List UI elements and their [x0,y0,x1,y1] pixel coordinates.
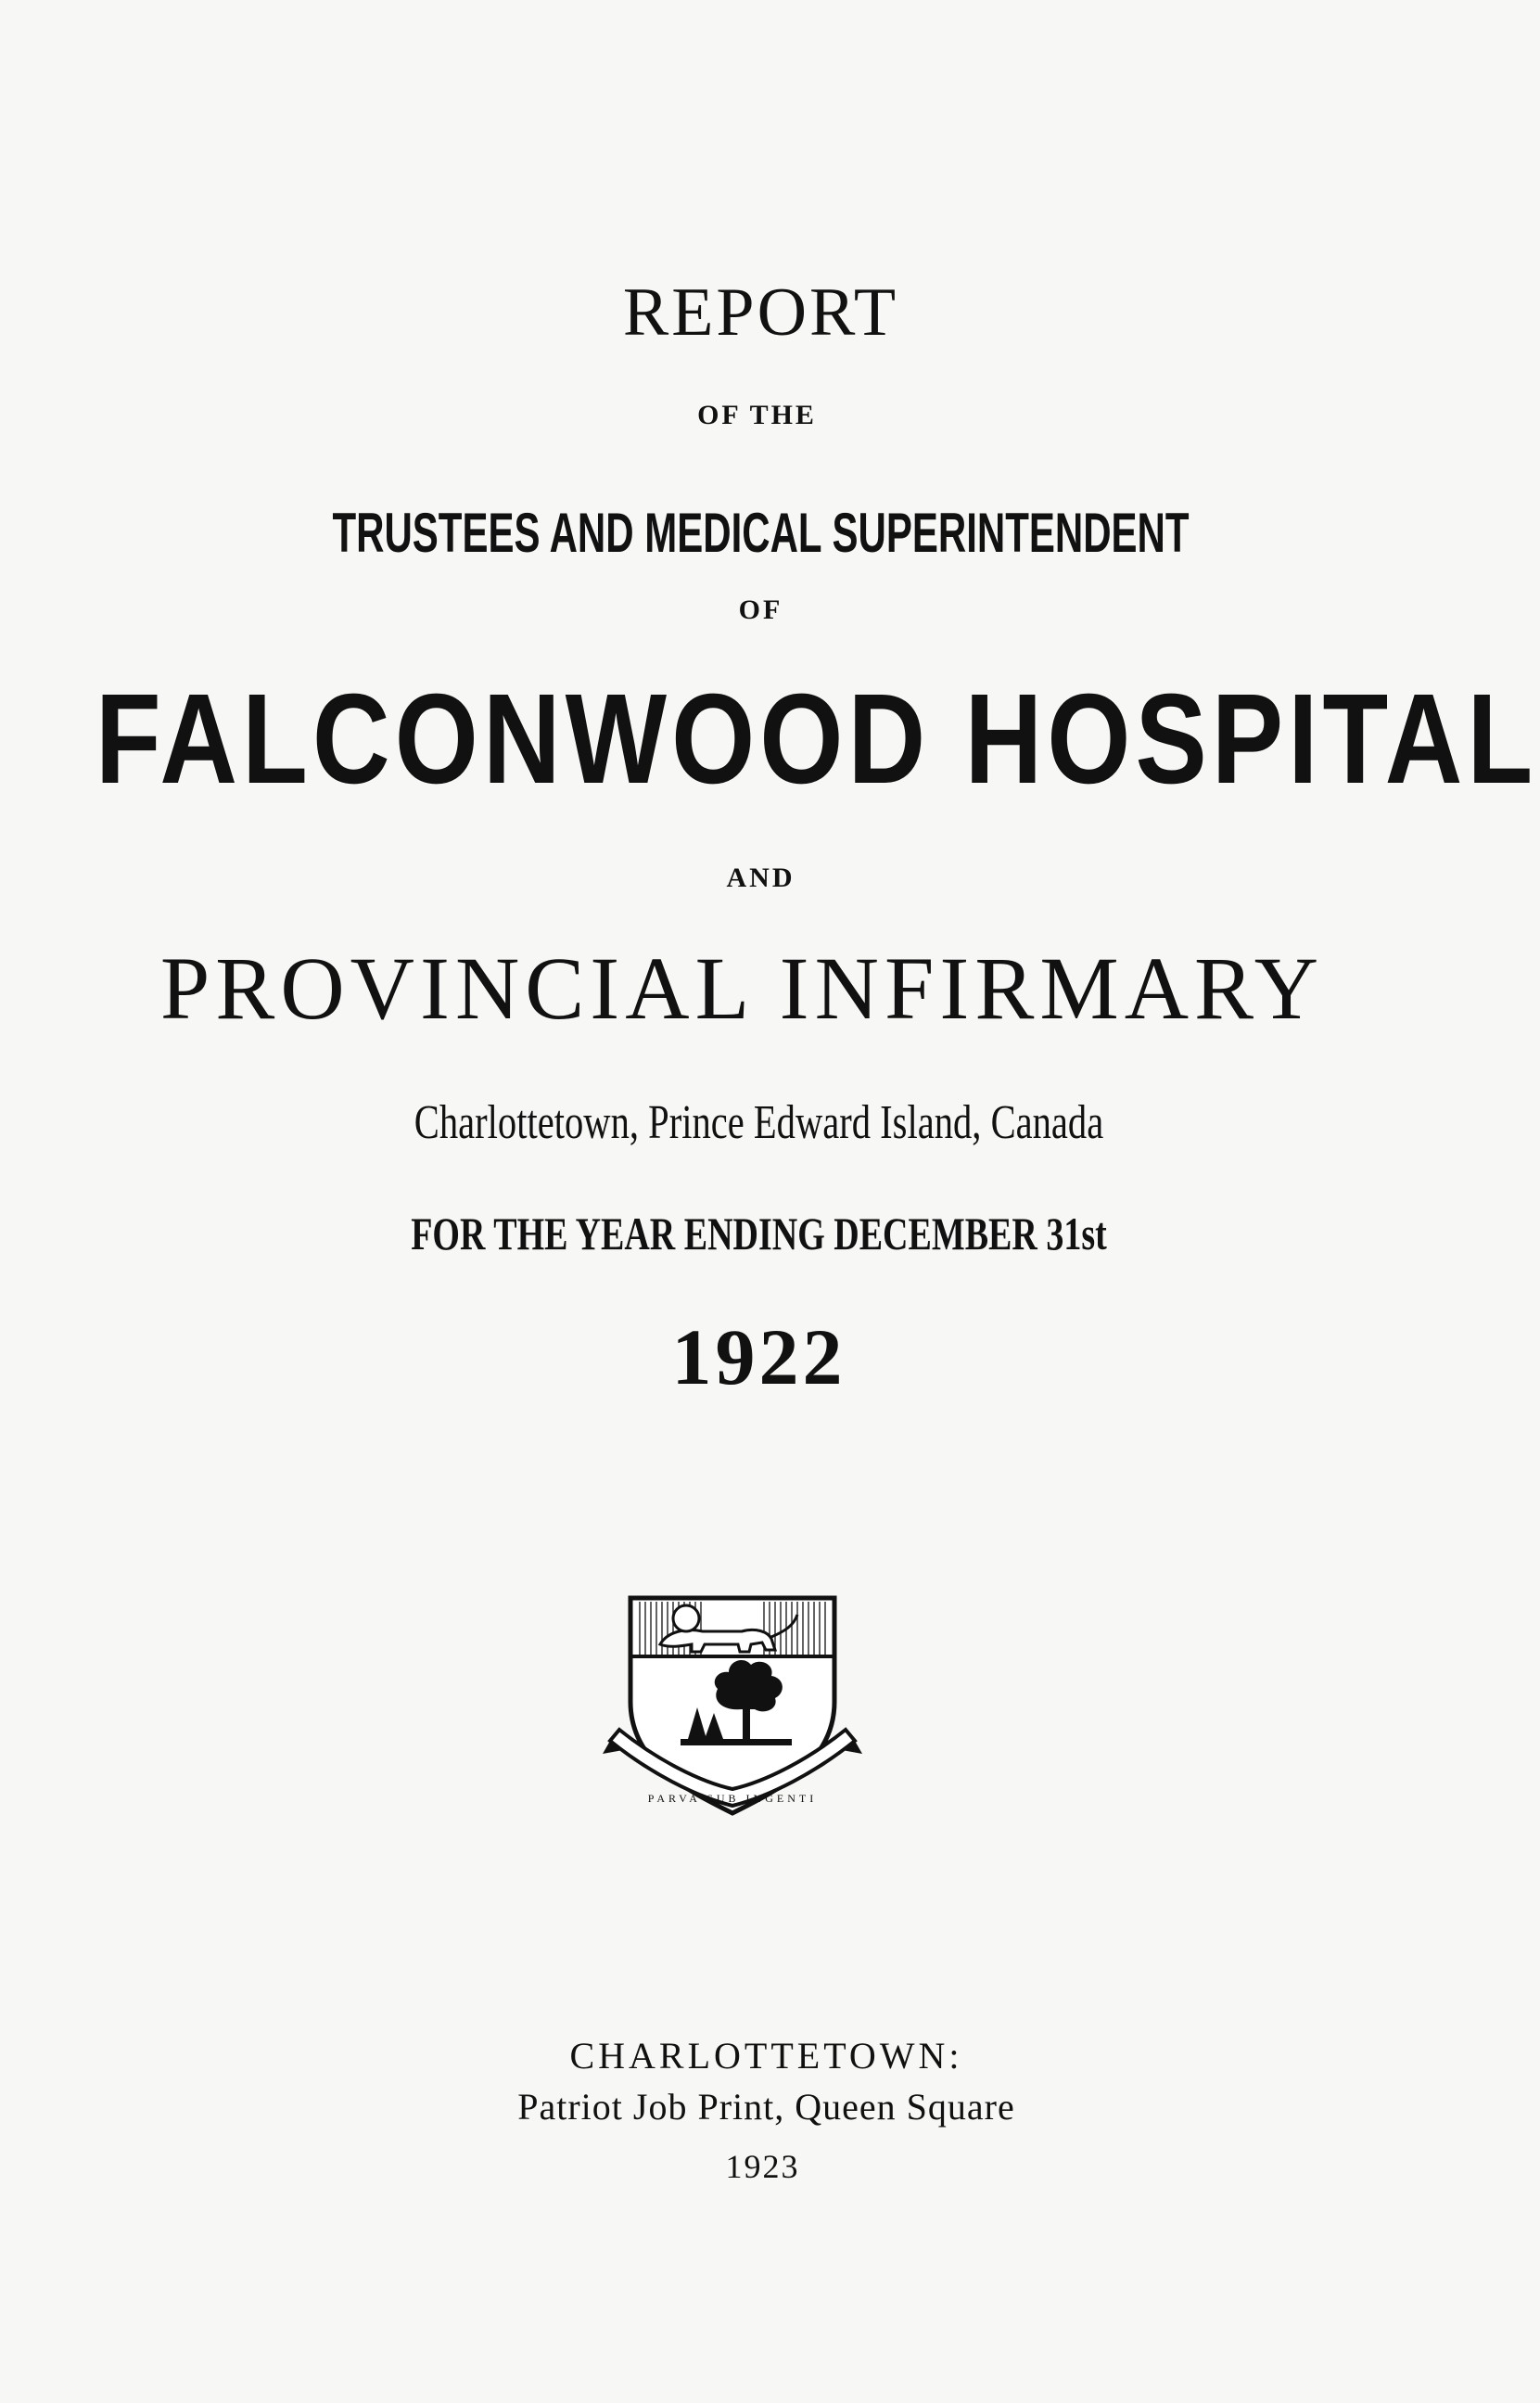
year-ending-text: FOR THE YEAR ENDING DECEMBER 31st [411,1208,1107,1259]
imprint-year: 1923 [725,2148,800,2185]
of-the-text: OF THE [697,400,817,430]
hospital-name-title: FALCONWOOD HOSPITAL [95,668,1538,811]
report-year: 1922 [671,1312,846,1401]
coat-of-arms-seal [603,1591,862,1850]
imprint-city: CHARLOTTETOWN: [569,2035,963,2077]
trustees-heading: TRUSTEES AND MEDICAL SUPERINTENDENT [332,502,1190,564]
location-text: Charlottetown, Prince Edward Island, Canada [414,1096,1104,1149]
report-heading: REPORT [622,275,899,351]
of-text: OF [738,594,783,625]
crest-motto: PARVA SUB INGENTI [647,1792,818,1805]
imprint-printer: Patriot Job Print, Queen Square [517,2086,1015,2128]
and-text: AND [726,863,795,893]
infirmary-title: PROVINCIAL INFIRMARY [159,939,1325,1038]
